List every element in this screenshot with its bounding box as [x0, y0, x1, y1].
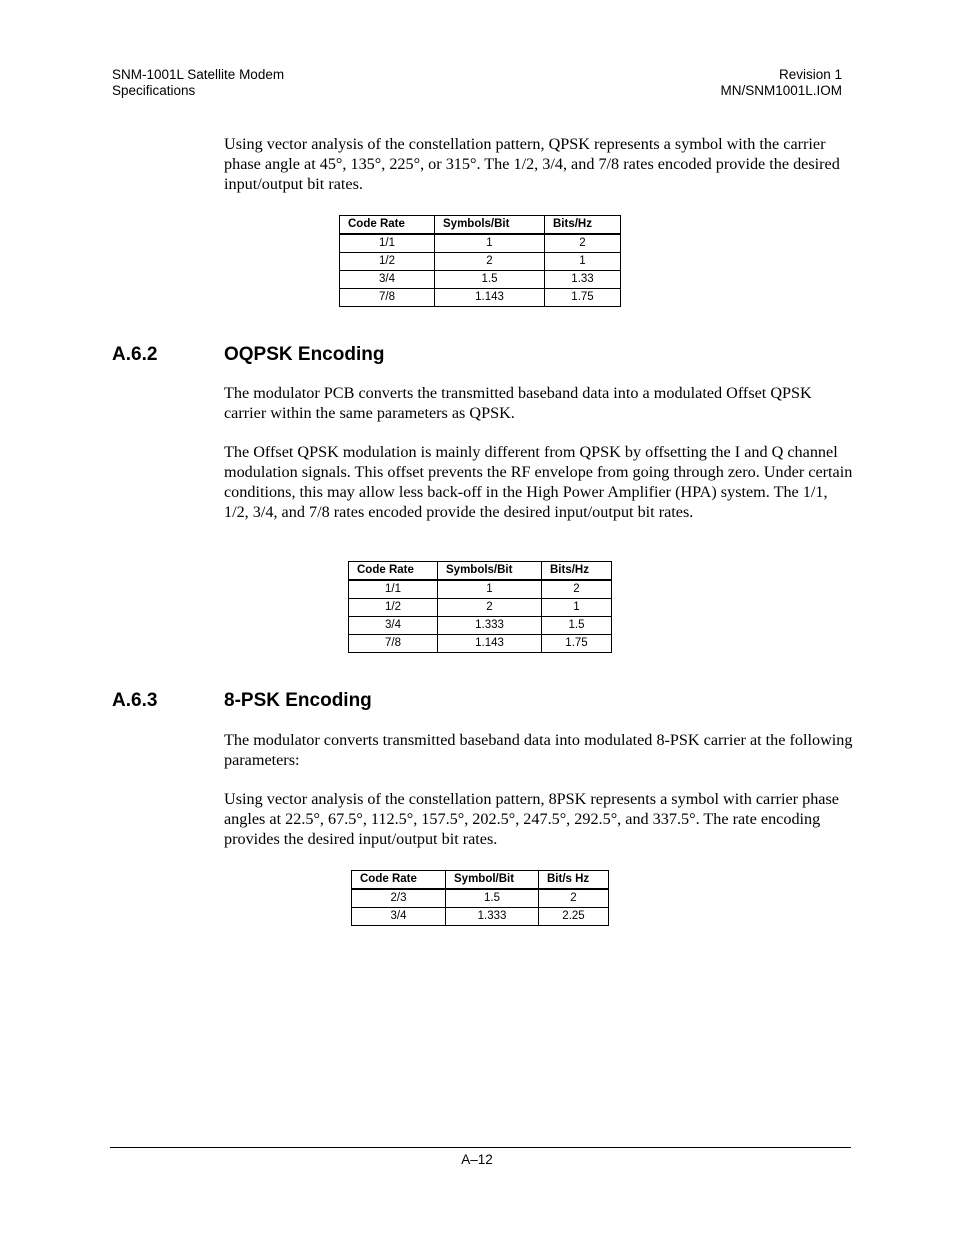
table-cell: 1 [438, 580, 542, 599]
column-header: Code Rate [349, 562, 438, 581]
section-heading-oqpsk [112, 343, 384, 367]
table-row [352, 908, 609, 926]
8psk-paragraph-2: Using vector analysis of the constellation pattern, 8PSK represents a symbol with carrier phase angles at 22.5°, 67.5°, 112.5°, 157.5°, 202.5°, 247.5°, 292.5°, and 337.5°. The rate encoding provides the desired input/output bit rates. [224, 790, 839, 848]
section-heading-8psk [112, 689, 372, 713]
column-header: Symbol/Bit [446, 871, 539, 890]
section-number: A.6.2 [112, 344, 158, 365]
table-row [340, 234, 621, 253]
table-cell: 1.143 [438, 635, 542, 653]
column-header: Bits/Hz [542, 562, 612, 581]
table-cell: 2.25 [539, 908, 609, 926]
table-row [349, 599, 612, 617]
document-revision: Revision 1 [778, 67, 842, 82]
table-cell: 1.5 [435, 271, 545, 289]
table-row [349, 617, 612, 635]
table-cell: 1 [435, 234, 545, 253]
table-cell: 7/8 [349, 635, 438, 653]
table-cell: 7/8 [340, 289, 435, 307]
table-row [340, 253, 621, 271]
oqpsk-paragraph-1: The modulator PCB converts the transmitted baseband data into a modulated Offset QPSK carrier within the same parameters as QPSK. [224, 384, 812, 422]
table-cell: 2 [435, 253, 545, 271]
table-cell: 1/2 [340, 253, 435, 271]
table-cell: 2 [539, 889, 609, 908]
table-cell: 1.333 [446, 908, 539, 926]
section-title: OQPSK Encoding [224, 344, 385, 365]
section-number: A.6.3 [112, 690, 158, 711]
table-cell: 2 [542, 580, 612, 599]
table-cell: 1.75 [545, 289, 621, 307]
page-number: A–12 [461, 1152, 493, 1167]
section-title: 8-PSK Encoding [224, 690, 372, 711]
table-row [349, 635, 612, 653]
table-header-row [349, 562, 612, 581]
table-cell: 1.33 [545, 271, 621, 289]
page-header-left [112, 67, 284, 99]
table-cell: 3/4 [349, 617, 438, 635]
table-cell: 1/1 [340, 234, 435, 253]
table-cell: 1 [545, 253, 621, 271]
table-cell: 3/4 [340, 271, 435, 289]
column-header: Symbols/Bit [438, 562, 542, 581]
column-header: Code Rate [340, 216, 435, 235]
8psk-table [351, 870, 609, 926]
document-id: MN/SNM1001L.IOM [720, 83, 842, 98]
table-cell: 1.333 [438, 617, 542, 635]
table-cell: 1/2 [349, 599, 438, 617]
table-header-row [352, 871, 609, 890]
table-cell: 1.5 [542, 617, 612, 635]
table-cell: 1.5 [446, 889, 539, 908]
table-row [340, 289, 621, 307]
table-cell: 3/4 [352, 908, 446, 926]
column-header: Symbols/Bit [435, 216, 545, 235]
footer-divider [110, 1147, 851, 1148]
column-header: Bit/s Hz [539, 871, 609, 890]
document-title: SNM-1001L Satellite Modem [112, 67, 285, 82]
qpsk-paragraph: Using vector analysis of the constellation pattern, QPSK represents a symbol with the carrier phase angle at 45°, 135°, 225°, or 315°. The 1/2, 3/4, and 7/8 rates encoded provide the desired input/output bit rates. [224, 135, 840, 193]
table-cell: 1/1 [349, 580, 438, 599]
table-row [352, 889, 609, 908]
table-row [349, 580, 612, 599]
table-cell: 2 [545, 234, 621, 253]
table-cell: 2 [438, 599, 542, 617]
table-cell: 1.75 [542, 635, 612, 653]
page-header-right [720, 67, 842, 99]
qpsk-table [339, 215, 621, 307]
8psk-paragraph-1: The modulator converts transmitted baseband data into modulated 8-PSK carrier at the following parameters: [224, 731, 853, 769]
column-header: Bits/Hz [545, 216, 621, 235]
document-section: Specifications [112, 83, 196, 98]
table-header-row [340, 216, 621, 235]
table-cell: 2/3 [352, 889, 446, 908]
table-row [340, 271, 621, 289]
column-header: Code Rate [352, 871, 446, 890]
table-cell: 1.143 [435, 289, 545, 307]
table-cell: 1 [542, 599, 612, 617]
oqpsk-paragraph-2: The Offset QPSK modulation is mainly different from QPSK by offsetting the I and Q channel modulation signals. This offset prevents the RF envelope from going through zero. Under certain conditions, this may allow less back-off in the High Power Amplifier (HPA) system. The 1/1, 1/2, 3/4, and 7/8 rates encoded provide the desired input/output bit rates. [224, 443, 853, 521]
oqpsk-table [348, 561, 612, 653]
